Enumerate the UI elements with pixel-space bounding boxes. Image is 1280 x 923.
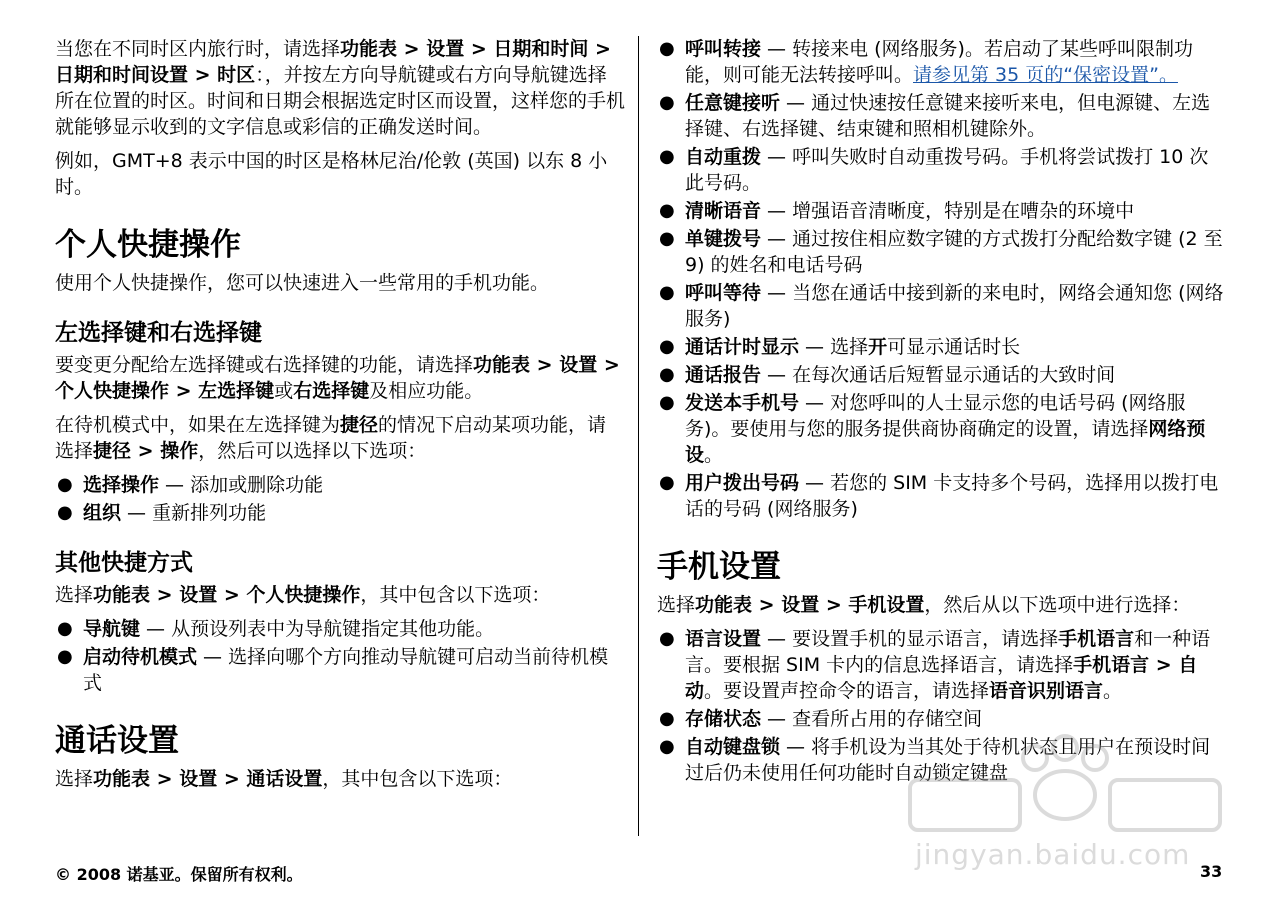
heading-selection-keys: 左选择键和右选择键 bbox=[55, 320, 262, 346]
gmt-example-paragraph: 例如，GMT+8 表示中国的时区是格林尼治/伦敦 (英国) 以东 8 小时。 bbox=[55, 150, 608, 198]
watermark-text: jingyan.baidu.com bbox=[915, 838, 1191, 871]
bullet-icon: ● bbox=[659, 200, 675, 221]
column-divider bbox=[638, 36, 639, 836]
heading-call-settings: 通话设置 bbox=[55, 723, 179, 759]
shortcut-options-list bbox=[55, 472, 625, 526]
bullet-icon: ● bbox=[57, 502, 73, 523]
list-item: ● 通话报告 — 在每次通话后短暂显示通话的大致时间 bbox=[659, 364, 1116, 386]
list-item: ● 清晰语音 — 增强语音清晰度，特别是在嘈杂的环境中 bbox=[659, 200, 1135, 222]
bullet-icon: ● bbox=[659, 92, 675, 113]
heading-phone-settings: 手机设置 bbox=[657, 549, 781, 585]
list-item: ● 存储状态 — 查看所占用的存储空间 bbox=[659, 708, 983, 730]
copyright-footer: © 2008 诺基亚。保留所有权利。 bbox=[55, 865, 303, 884]
list-item: ● 语言设置 — 要设置手机的显示语言，请选择手机语言和一种语言。要根据 SIM 卡内的信息选择语言，请选择手机语言 > 自动。要设置声控命令的语言，请选择语音识别语言。 bbox=[659, 628, 1211, 702]
bullet-icon: ● bbox=[659, 146, 675, 167]
bullet-icon: ● bbox=[57, 474, 73, 495]
list-item: ● 呼叫转接 — 转接来电 (网络服务)。若启动了某些呼叫限制功能，则可能无法转接呼叫。请参见第 35 页的“保密设置”。 bbox=[659, 38, 1193, 86]
bullet-icon: ● bbox=[57, 618, 73, 639]
phone-settings-paragraph: 选择功能表 > 设置 > 手机设置，然后从以下选项中进行选择： bbox=[657, 594, 1191, 616]
other-shortcuts-list bbox=[55, 616, 625, 696]
baidu-watermark bbox=[905, 730, 1225, 870]
bullet-icon: ● bbox=[659, 708, 675, 729]
bullet-icon: ● bbox=[659, 38, 675, 59]
bullet-icon: ● bbox=[659, 282, 675, 303]
personal-shortcuts-intro: 使用个人快捷操作，您可以快速进入一些常用的手机功能。 bbox=[55, 272, 550, 294]
bullet-icon: ● bbox=[659, 472, 675, 493]
heading-personal-shortcuts: 个人快捷操作 bbox=[55, 227, 241, 263]
selection-keys-paragraph: 要变更分配给左选择键或右选择键的功能，请选择功能表 > 设置 > 个人快捷操作 > 左选择键或右选择键及相应功能。 bbox=[55, 354, 620, 402]
list-item: ● 自动重拨 — 呼叫失败时自动重拨号码。手机将尝试拨打 10 次此号码。 bbox=[659, 146, 1209, 194]
list-item: ● 通话计时显示 — 选择开可显示通话时长 bbox=[659, 336, 1021, 358]
timezone-paragraph: 当您在不同时区内旅行时，请选择功能表 > 设置 > 日期和时间 > 日期和时间设置 > 时区：，并按左方向导航键或右方向导航键选择所在位置的时区。时间和日期会根据选定时区而设置，这样您的手机就能够显示收到的文字信息或彩信的正确发送时间。 bbox=[55, 38, 626, 138]
bullet-icon: ● bbox=[659, 392, 675, 413]
bullet-icon: ● bbox=[659, 336, 675, 357]
standby-shortcut-paragraph: 在待机模式中，如果在左选择键为捷径的情况下启动某项功能，请选择捷径 > 操作，然后可以选择以下选项： bbox=[55, 414, 607, 462]
list-item: ● 发送本手机号 — 对您呼叫的人士显示您的电话号码 (网络服务)。要使用与您的服务提供商协商确定的设置，请选择网络预设。 bbox=[659, 392, 1206, 466]
bullet-icon: ● bbox=[659, 736, 675, 757]
bullet-icon: ● bbox=[57, 646, 73, 667]
security-settings-link[interactable]: 请参见第 35 页的“保密设置”。 bbox=[913, 64, 1178, 86]
other-shortcuts-paragraph: 选择功能表 > 设置 > 个人快捷操作，其中包含以下选项： bbox=[55, 584, 551, 606]
list-item: ● 组织 — 重新排列功能 bbox=[57, 502, 267, 524]
call-options-list bbox=[657, 36, 1225, 522]
list-item: ● 自动键盘锁 — 将手机设为当其处于待机状态且用户在预设时间过后仍未使用任何功能时自动锁定键盘 bbox=[659, 736, 1211, 784]
page-number: 33 bbox=[1200, 862, 1223, 881]
left-column bbox=[55, 36, 625, 800]
right-column bbox=[657, 36, 1225, 792]
list-item: ● 启动待机模式 — 选择向哪个方向推动导航键可启动当前待机模式 bbox=[57, 646, 609, 694]
call-settings-paragraph: 选择功能表 > 设置 > 通话设置，其中包含以下选项： bbox=[55, 768, 513, 790]
list-item: ● 任意键接听 — 通过快速按任意键来接听来电，但电源键、左选择键、右选择键、结束键和照相机键除外。 bbox=[659, 92, 1211, 140]
list-item: ● 单键拨号 — 通过按住相应数字键的方式拨打分配给数字键 (2 至 9) 的姓名和电话号码 bbox=[659, 228, 1223, 276]
bullet-icon: ● bbox=[659, 628, 675, 649]
list-item: ● 导航键 — 从预设列表中为导航键指定其他功能。 bbox=[57, 618, 495, 640]
list-item: ● 选择操作 — 添加或删除功能 bbox=[57, 474, 324, 496]
list-item: ● 呼叫等待 — 当您在通话中接到新的来电时，网络会通知您 (网络服务) bbox=[659, 282, 1224, 330]
heading-other-shortcuts: 其他快捷方式 bbox=[55, 550, 193, 576]
list-item: ● 用户拨出号码 — 若您的 SIM 卡支持多个号码，选择用以拨打电话的号码 (网络服务) bbox=[659, 472, 1219, 520]
bullet-icon: ● bbox=[659, 228, 675, 249]
bullet-icon: ● bbox=[659, 364, 675, 385]
baidu-paw-icon bbox=[905, 730, 1225, 840]
